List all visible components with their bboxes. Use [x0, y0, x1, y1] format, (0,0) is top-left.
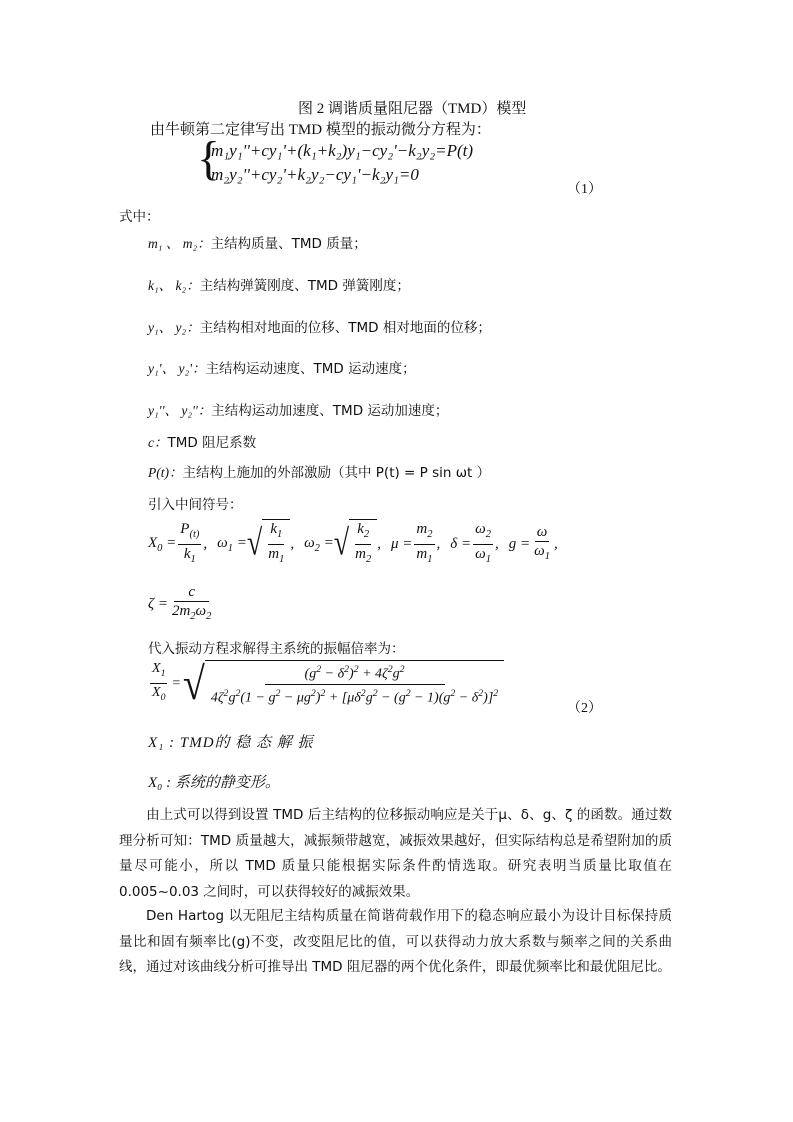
x0-label: X₀ : 系统的静变形。 [148, 775, 280, 791]
definition-velocity: y₁'、 y₂'：主结构运动速度、TMD 运动速度； [148, 361, 416, 377]
equation-1-line-1: m₁y₁''+cy₁'+(k₁+k₂)y₁−cy₂'−k₂y₂=P(t) [211, 141, 474, 160]
definition-displacement: y₁、 y₂：主结构相对地面的位移、TMD 相对地面的位移； [148, 320, 491, 336]
equation-1-line-2: m₂y₂''+cy₂'+k₂y₂−cy₁'−k₂y₁=0 [211, 165, 419, 184]
intro-text: 由牛顿第二定律写出 TMD 模型的振动微分方程为： [150, 122, 491, 138]
definition-damping: c：TMD 阻尼系数 [148, 435, 257, 451]
definition-acceleration: y₁''、 y₂''：主结构运动加速度、TMD 运动加速度； [148, 403, 449, 419]
where-label: 式中： [119, 209, 160, 225]
intermediate-symbols-formula: $X_0$ = $\frac{P_{(t)}}{k_1}$ , $\omega_1$ = √ $\frac{k_1}{m_1}$ , $\omega_2$ = √ $\frac{k_2}{m_2}$ , μ = $\frac{m_2}{m_1}$ , δ = $\frac{\omega_2}{\omega_1}$ , g = $\frac{\omega}{\omega_1}$ , [148, 519, 558, 569]
paragraph-2: Den Hartog 以无阻尼主结构质量在简谐荷载作用下的稳态响应最小为设计目标保持质量比和固有频率比(g)不变，改变阻尼比的值，可以获得动力放大系数与频率之间的关系曲线，通过对该曲线分析可推导出 TMD 阻尼器的两个优化条件，即最优频率比和最优阻尼比。 [119, 908, 672, 975]
intermediate-symbols-label: 引入中间符号： [148, 497, 243, 513]
substitute-text: 代入振动方程求解得主系统的振幅倍率为： [148, 641, 405, 657]
paragraph-1: 由上式可以得到设置 TMD 后主结构的位移振动响应是关于μ、δ、g、ζ 的函数。通过数理分析可知：TMD 质量越大，减振频带越宽，减振效果越好，但实际结构总是希望附加的质量尽可能小，所以 TMD 质量只能根据实际条件酌情选取。研究表明当质量比取值在 0.005~0.03 之间时，可以获得较好的减振效果。 [119, 807, 672, 900]
equation-1-number: （1） [567, 182, 602, 197]
equation-2: $\frac{X_1}{X_0}$ = √ $\frac{(g^2 - \delta^2)^2 + 4\zeta^2g^2}{4\zeta^2g^2(1 - g^2 - \mu g^2)^2 + [\mu\delta^2g^2 - (g^2 - 1)(g^2 - \delta^2)]^2}$ [148, 660, 504, 707]
x1-label: X₁ : TMD的 稳 态 解 振 [148, 735, 314, 751]
damping-ratio-formula: ζ = $\frac{c}{2m_2\omega_2}$ [148, 584, 212, 622]
figure-caption: 图 2 调谐质量阻尼器（TMD）模型 [298, 101, 527, 117]
definition-excitation: P(t)：主结构上施加的外部激励（其中 P(t) = P sin ωt ） [148, 465, 491, 481]
equation-brace: { [197, 132, 221, 185]
definition-stiffness: k₁、 k₂：主结构弹簧刚度、TMD 弹簧刚度； [148, 278, 410, 294]
definition-masses: m₁ 、 m₂：主结构质量、TMD 质量； [148, 236, 367, 252]
equation-2-number: （2） [567, 701, 602, 716]
